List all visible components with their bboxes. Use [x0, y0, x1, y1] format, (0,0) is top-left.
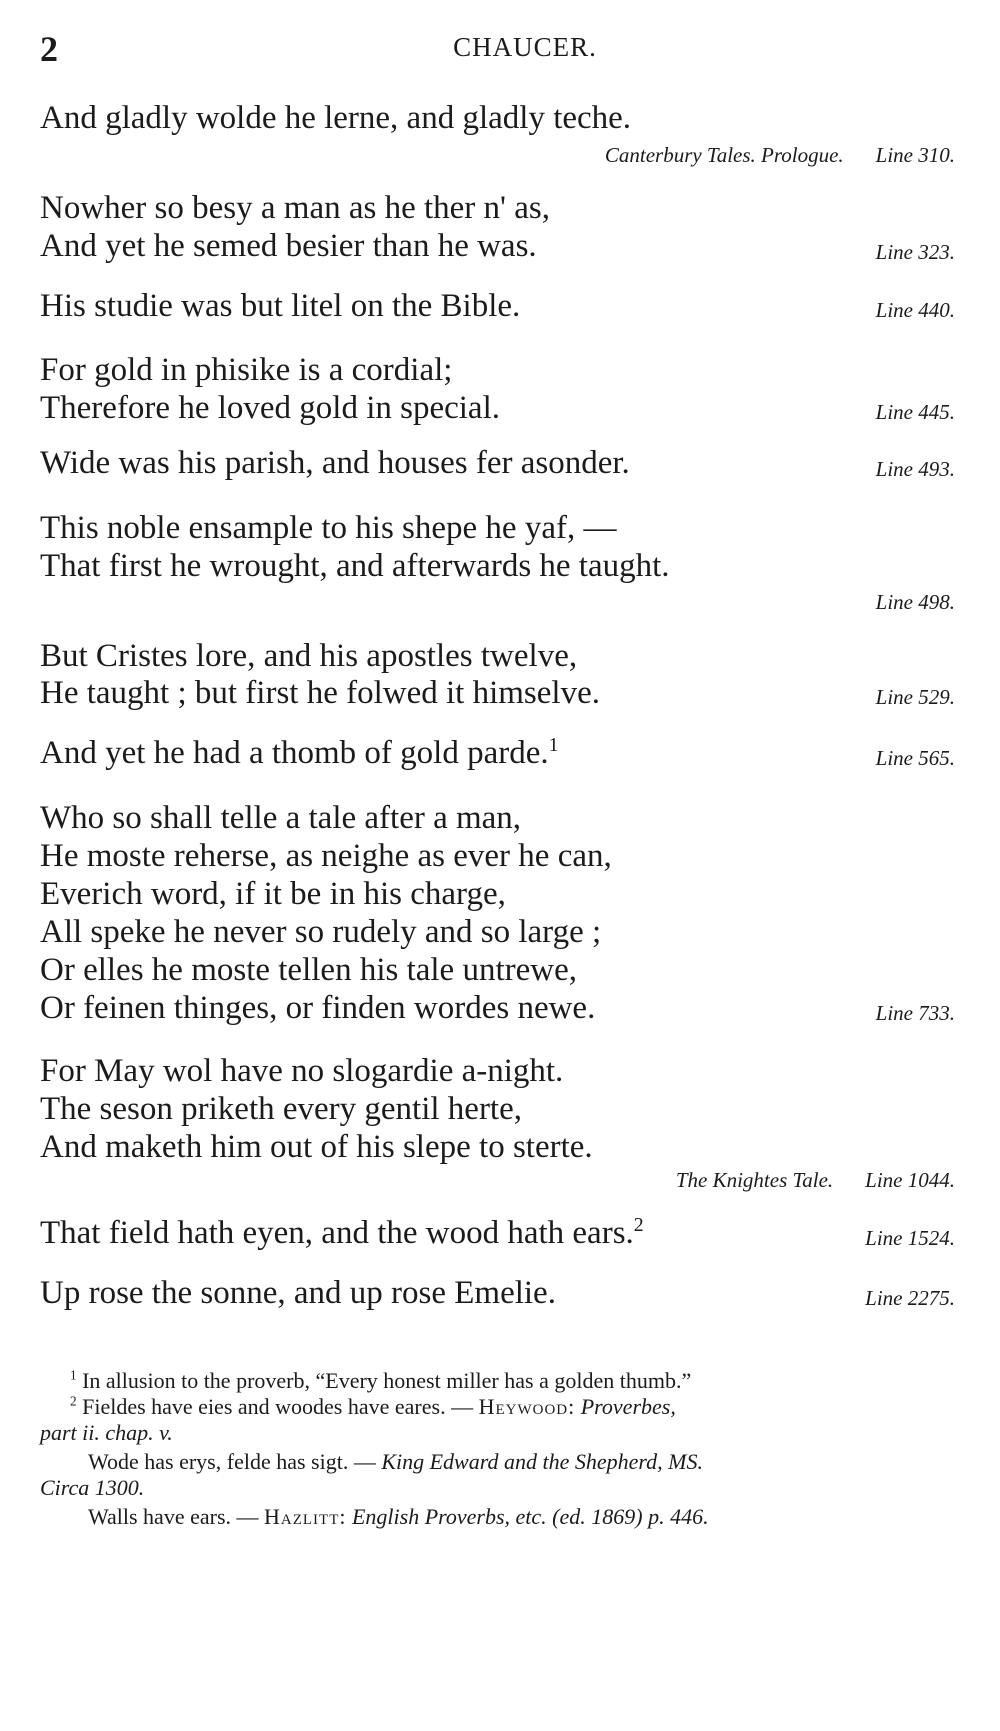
footnote-mark: 2 — [633, 1214, 644, 1236]
running-header: CHAUCER. — [453, 32, 597, 62]
source-title: The Knightes Tale. — [675, 1168, 834, 1192]
quote-line: Up rose the sonne, and up rose Emelie. — [40, 1275, 556, 1311]
footnote-2 — [70, 1394, 676, 1420]
footnote-text: Fieldes have eies and woodes have eares. — — [82, 1394, 474, 1419]
quote-line: The seson priketh every gentil herte, — [40, 1091, 522, 1127]
quote-reference — [676, 1168, 955, 1193]
footnote-text: Wode has erys, felde has sigt. — — [88, 1449, 376, 1474]
footnote-3 — [88, 1449, 703, 1475]
footnote-mark: 2 — [70, 1393, 77, 1409]
line-number: Line 2275. — [865, 1286, 955, 1310]
footnote-mark: 1 — [70, 1367, 77, 1383]
line-number: Line 1524. — [865, 1226, 955, 1250]
quote-line: This noble ensample to his shepe he yaf, — — [40, 510, 617, 546]
footnote-3-cont — [40, 1475, 144, 1501]
footnote-4 — [88, 1504, 709, 1530]
footnote-work: English Proverbs, etc. (ed. 1869) p. 446. — [351, 1504, 709, 1529]
quote-line: And gladly wolde he lerne, and gladly teche. — [40, 100, 632, 136]
quote-line — [40, 735, 559, 772]
quote-line: Therefore he loved gold in special. — [40, 390, 500, 426]
quote-line: He taught ; but first he folwed it himselve. — [40, 675, 600, 711]
quote-line — [40, 1215, 644, 1252]
quote-line: For gold in phisike is a cordial; — [40, 352, 453, 388]
line-number: Line 323. — [875, 240, 955, 264]
footnote-work: Proverbes, — [580, 1394, 676, 1419]
line-number: Line 498. — [875, 590, 955, 614]
quote-line: Wide was his parish, and houses fer asonder. — [40, 445, 630, 481]
line-number: Line 440. — [875, 298, 955, 322]
quote-text: That field hath eyen, and the wood hath ears. — [40, 1215, 634, 1251]
quote-line: He moste reherse, as neighe as ever he can, — [40, 838, 612, 874]
quote-line: But Cristes lore, and his apostles twelve, — [40, 638, 578, 674]
page-number: 2 — [40, 29, 58, 69]
quote-line: His studie was but litel on the Bible. — [40, 288, 521, 324]
footnote-work: King Edward and the Shepherd, MS. — [381, 1449, 703, 1474]
footnote-author: Hazlitt: — [264, 1504, 347, 1529]
quote-line: That first he wrought, and afterwards he taught. — [40, 548, 670, 584]
quote-line: And maketh him out of his slepe to sterte. — [40, 1129, 593, 1165]
quote-line: For May wol have no slogardie a-night. — [40, 1053, 564, 1089]
footnote-text: Walls have ears. — — [88, 1504, 259, 1529]
footnote-1 — [70, 1368, 691, 1394]
line-number: Line 733. — [875, 1001, 955, 1025]
quote-line: Everich word, if it be in his charge, — [40, 876, 506, 912]
line-number: Line 445. — [875, 400, 955, 424]
quote-line: Or elles he moste tellen his tale untrewe, — [40, 952, 577, 988]
footnote-author: Heywood: — [478, 1394, 576, 1419]
quote-line: Nowher so besy a man as he ther n' as, — [40, 190, 550, 226]
line-number: Line 565. — [875, 746, 955, 770]
footnote-text: In allusion to the proverb, “Every honest miller has a golden thumb.” — [82, 1368, 692, 1393]
footnote-2-cont — [40, 1420, 173, 1446]
quote-reference — [605, 143, 955, 168]
line-number: Line 529. — [875, 685, 955, 709]
quote-line: Or feinen thinges, or finden wordes newe. — [40, 990, 596, 1026]
line-number: Line 310. — [875, 143, 955, 167]
source-title: Canterbury Tales. Prologue. — [604, 143, 844, 167]
quote-line: All speke he never so rudely and so large ; — [40, 914, 602, 950]
line-number: Line 1044. — [865, 1168, 955, 1192]
footnote-work: part ii. chap. v. — [40, 1420, 173, 1445]
footnote-mark: 1 — [548, 734, 559, 756]
quote-line: Who so shall telle a tale after a man, — [40, 800, 522, 836]
quote-line: And yet he semed besier than he was. — [40, 228, 537, 264]
footnote-work: Circa 1300. — [40, 1475, 145, 1500]
line-number: Line 493. — [875, 457, 955, 481]
quote-text: And yet he had a thomb of gold parde. — [40, 735, 549, 771]
